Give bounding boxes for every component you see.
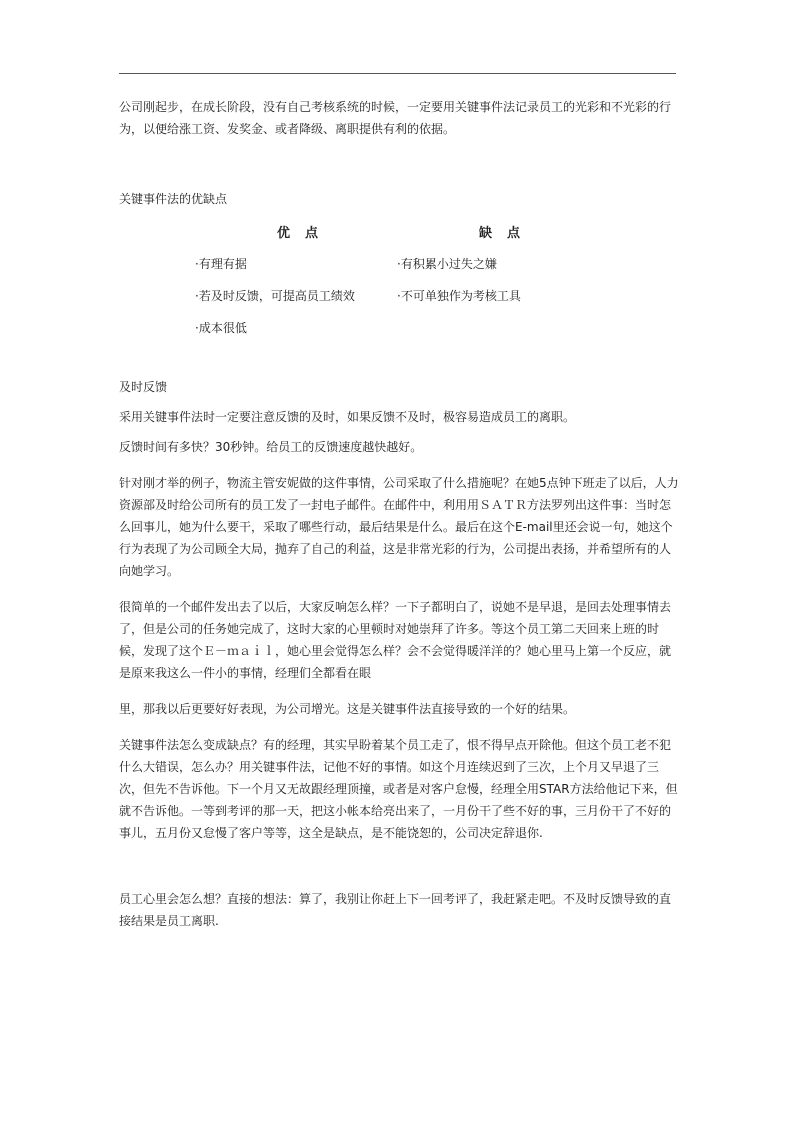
pros-item: ·若及时反馈，可提高员工绩效 (195, 289, 355, 303)
paragraph: 反馈时间有多快？30秒钟。给员工的反馈速度越快越好。 (119, 440, 423, 454)
paragraph: 员工心里会怎么想？直接的想法：算了，我别让你赶上下一回考评了，我赶紧走吧。不及时反馈导致的直接结果是员工离职. (119, 892, 672, 928)
pros-cons-table (119, 222, 679, 352)
cons-item: ·不可单独作为考核工具 (397, 289, 521, 303)
cons-header: 缺 点 (479, 226, 522, 241)
pros-item: ·有理有据 (195, 257, 247, 271)
paragraph: 里，那我以后更要好好表现，为公司增光。这是关键事件法直接导致的一个好的结果。 (119, 702, 576, 716)
cons-item: ·有积累小过失之嫌 (397, 257, 497, 271)
paragraph: 针对刚才举的例子，物流主管安妮做的这件事情，公司采取了什么措施呢？在她5点钟下班走了以后，人力资源部及时给公司所有的员工发了一封电子邮件。在邮件中，利用用ＳＡＴＲ方法罗列出这件事：当时怎么回事儿，她为什么要干，采取了哪些行动，最后结果是什么。最后在这个E-mail里还会说一句，她这个行为表现了为公司顾全大局，抛弃了自己的利益，这是非常光彩的行为，公司提出表扬，并希望所有的人向她学习。 (119, 476, 679, 578)
document-body (119, 96, 679, 932)
section-title-pros-cons: 关键事件法的优缺点 (119, 192, 228, 206)
pros-header: 优 点 (277, 226, 320, 241)
paragraph: 关键事件法怎么变成缺点？有的经理，其实早盼着某个员工走了，恨不得早点开除他。但这个员工老不犯什么大错误，怎么办？用关键事件法，记他不好的事情。如这个月连续迟到了三次，上个月又早退了三次，但先不告诉他。下一个月又无故跟经理顶撞，或者是对客户怠慢，经理全用STAR方法给他记下来，但就不告诉他。一等到考评的那一天，把这小帐本给亮出来了，一月份干了些不好的事，三月份干了不好的事儿，五月份又怠慢了客户等等，这全是缺点，是不能饶恕的，公司决定辞退你. (119, 738, 678, 840)
section-title-feedback: 及时反馈 (119, 380, 168, 394)
paragraph: 采用关键事件法时一定要注意反馈的及时，如果反馈不及时，极容易造成员工的离职。 (119, 410, 576, 424)
header-rule (119, 73, 676, 74)
pros-item: ·成本很低 (195, 321, 247, 335)
intro-paragraph: 公司刚起步，在成长阶段，没有自己考核系统的时候，一定要用关键事件法记录员工的光彩和不光彩的行为，以便给涨工资、发奖金、或者降级、离职提供有利的依据。 (119, 100, 672, 136)
paragraph: 很简单的一个邮件发出去了以后，大家反响怎么样？一下子都明白了，说她不是早退，是回去处理事情去了，但是公司的任务她完成了，这时大家的心里顿时对她崇拜了许多。等这个员工第二天回来上班的时候，发现了这个Ｅ－ｍａｉｌ，她心里会觉得怎么样？会不会觉得暖洋洋的？她心里马上第一个反应，就是原来我这么一件小的事情，经理们全都看在眼 (119, 600, 672, 680)
